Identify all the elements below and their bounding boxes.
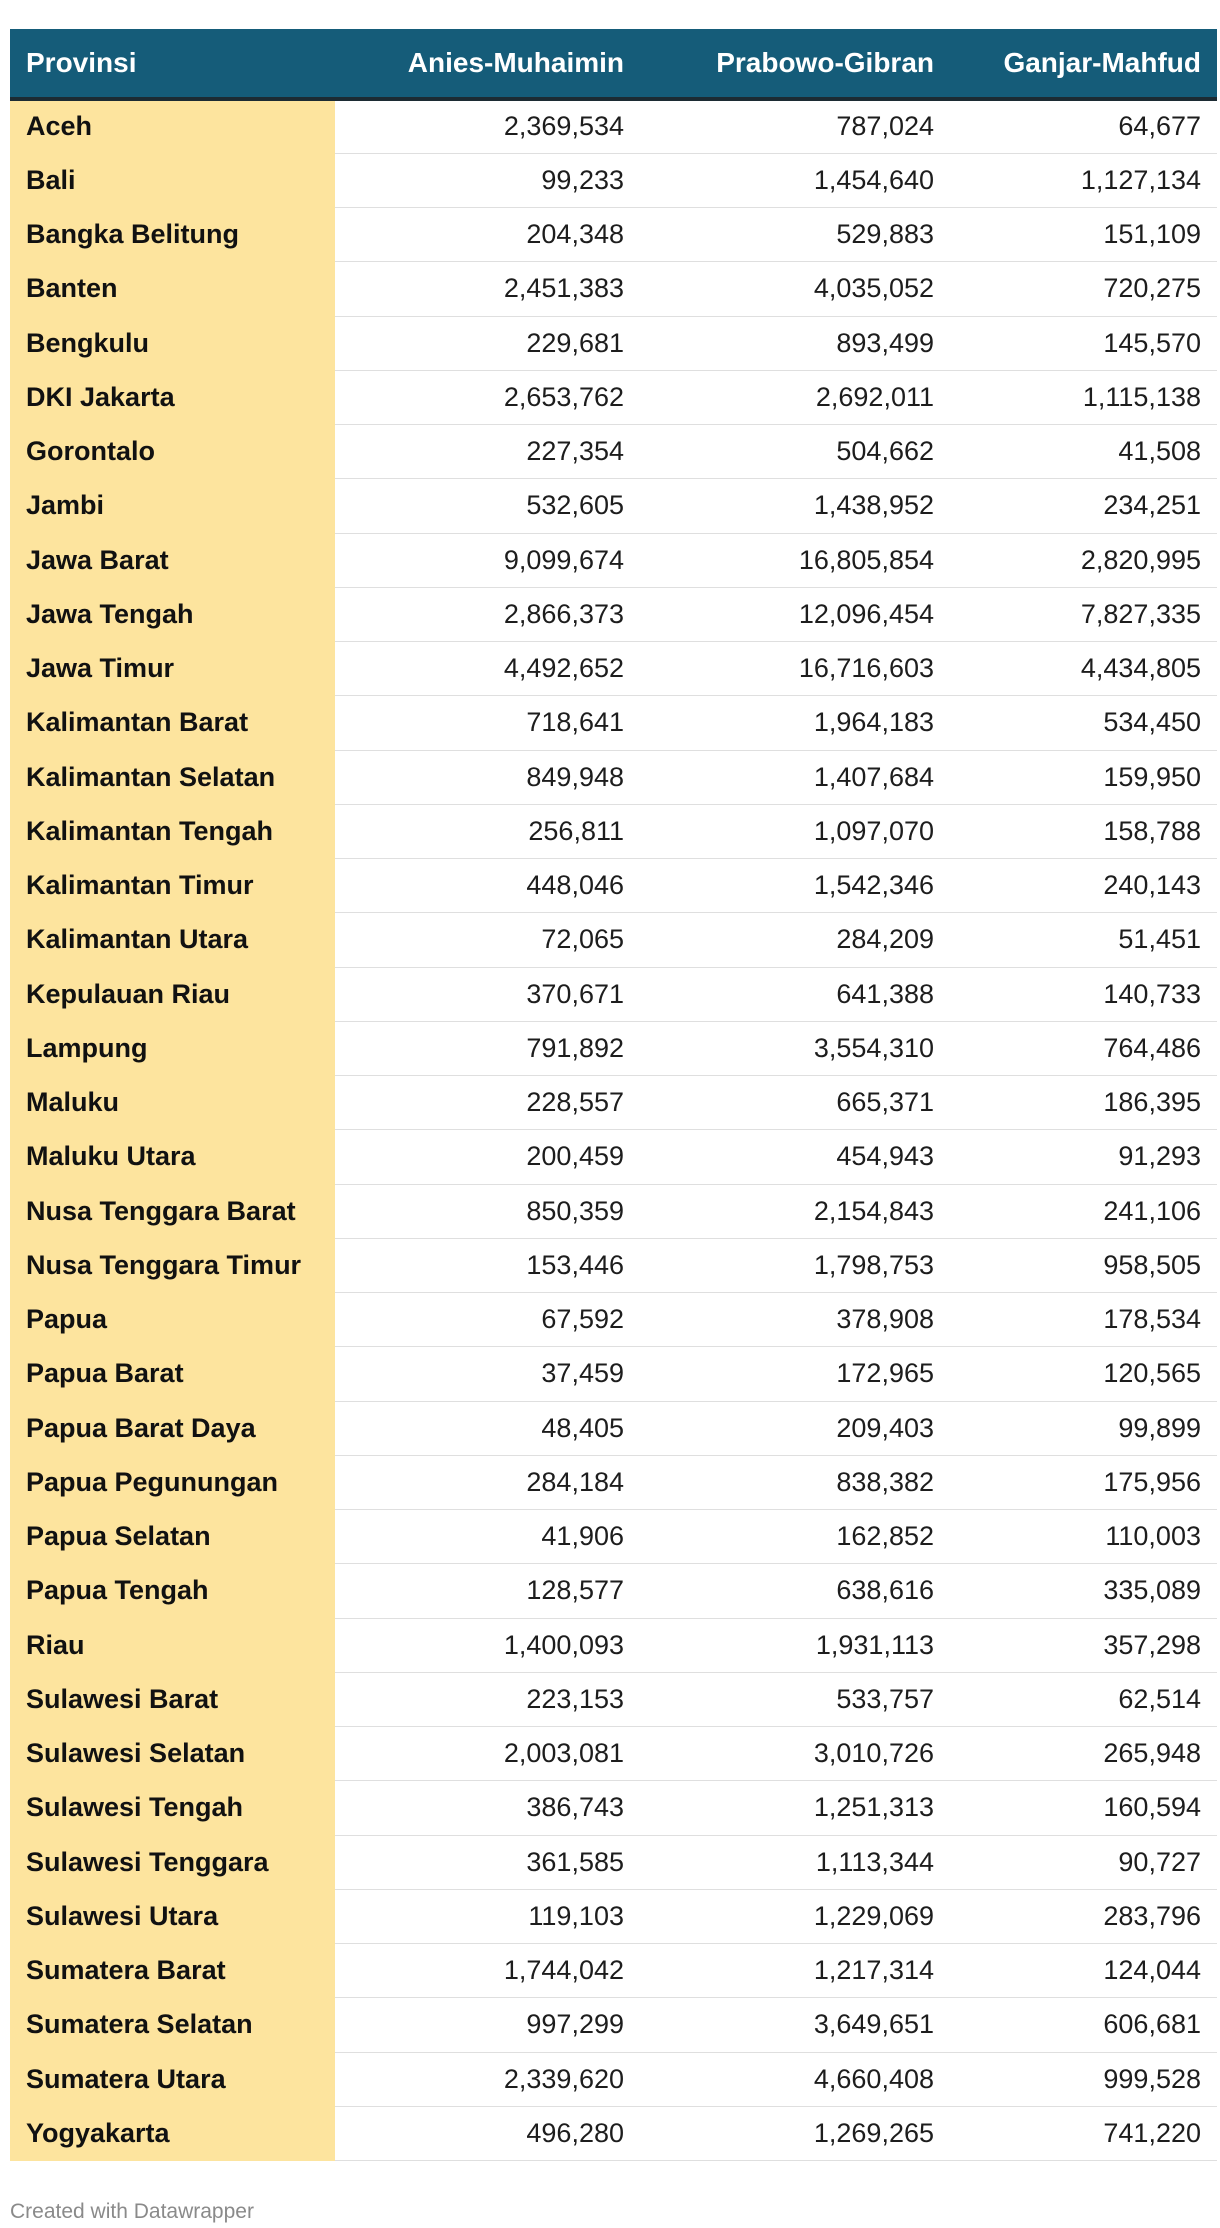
table-row	[10, 1401, 1217, 1455]
anies-muhaimin-votes-cell: 496,280	[335, 2106, 640, 2160]
anies-muhaimin-votes-cell: 227,354	[335, 425, 640, 479]
table-row	[10, 1347, 1217, 1401]
datawrapper-credit[interactable]: Created with Datawrapper	[10, 2200, 254, 2223]
table-body	[10, 99, 1217, 2161]
anies-muhaimin-votes-cell: 99,233	[335, 153, 640, 207]
anies-muhaimin-votes-cell: 229,681	[335, 316, 640, 370]
province-cell: Sulawesi Tengah	[10, 1781, 335, 1835]
table-row	[10, 1455, 1217, 1509]
ganjar-mahfud-votes-cell: 64,677	[950, 99, 1217, 153]
province-cell: Maluku Utara	[10, 1130, 335, 1184]
ganjar-mahfud-votes-cell: 145,570	[950, 316, 1217, 370]
ganjar-mahfud-votes-cell: 51,451	[950, 913, 1217, 967]
ganjar-mahfud-votes-cell: 958,505	[950, 1238, 1217, 1292]
anies-muhaimin-votes-cell: 2,003,081	[335, 1727, 640, 1781]
ganjar-mahfud-votes-cell: 357,298	[950, 1618, 1217, 1672]
ganjar-mahfud-votes-cell: 110,003	[950, 1510, 1217, 1564]
table-row	[10, 316, 1217, 370]
election-results-table	[10, 29, 1217, 2161]
ganjar-mahfud-votes-cell: 62,514	[950, 1672, 1217, 1726]
anies-muhaimin-votes-cell: 48,405	[335, 1401, 640, 1455]
province-cell: Nusa Tenggara Timur	[10, 1238, 335, 1292]
table-row	[10, 370, 1217, 424]
ganjar-mahfud-votes-cell: 999,528	[950, 2052, 1217, 2106]
province-cell: Jawa Tengah	[10, 587, 335, 641]
province-cell: Gorontalo	[10, 425, 335, 479]
province-cell: Bangka Belitung	[10, 208, 335, 262]
ganjar-mahfud-votes-cell: 234,251	[950, 479, 1217, 533]
ganjar-mahfud-votes-cell: 265,948	[950, 1727, 1217, 1781]
ganjar-mahfud-votes-cell: 175,956	[950, 1455, 1217, 1509]
ganjar-mahfud-votes-cell: 4,434,805	[950, 642, 1217, 696]
anies-muhaimin-votes-cell: 4,492,652	[335, 642, 640, 696]
ganjar-mahfud-votes-cell: 606,681	[950, 1998, 1217, 2052]
table-row	[10, 1564, 1217, 1618]
ganjar-mahfud-votes-cell: 151,109	[950, 208, 1217, 262]
ganjar-mahfud-votes-cell: 178,534	[950, 1293, 1217, 1347]
table-row	[10, 1781, 1217, 1835]
province-cell: Sulawesi Barat	[10, 1672, 335, 1726]
anies-muhaimin-votes-cell: 1,744,042	[335, 1944, 640, 1998]
table-row	[10, 425, 1217, 479]
column-header-ganjar-mahfud[interactable]: Ganjar-Mahfud	[950, 29, 1217, 99]
anies-muhaimin-votes-cell: 532,605	[335, 479, 640, 533]
column-header-prabowo-gibran[interactable]: Prabowo-Gibran	[640, 29, 950, 99]
table-row	[10, 750, 1217, 804]
province-cell: Sulawesi Selatan	[10, 1727, 335, 1781]
ganjar-mahfud-votes-cell: 160,594	[950, 1781, 1217, 1835]
province-cell: Kalimantan Tengah	[10, 804, 335, 858]
province-cell: Papua	[10, 1293, 335, 1347]
anies-muhaimin-votes-cell: 153,446	[335, 1238, 640, 1292]
prabowo-gibran-votes-cell: 787,024	[640, 99, 950, 153]
anies-muhaimin-votes-cell: 849,948	[335, 750, 640, 804]
anies-muhaimin-votes-cell: 448,046	[335, 859, 640, 913]
prabowo-gibran-votes-cell: 284,209	[640, 913, 950, 967]
prabowo-gibran-votes-cell: 4,035,052	[640, 262, 950, 316]
prabowo-gibran-votes-cell: 454,943	[640, 1130, 950, 1184]
ganjar-mahfud-votes-cell: 741,220	[950, 2106, 1217, 2160]
prabowo-gibran-votes-cell: 665,371	[640, 1076, 950, 1130]
anies-muhaimin-votes-cell: 718,641	[335, 696, 640, 750]
ganjar-mahfud-votes-cell: 140,733	[950, 967, 1217, 1021]
anies-muhaimin-votes-cell: 37,459	[335, 1347, 640, 1401]
prabowo-gibran-votes-cell: 893,499	[640, 316, 950, 370]
prabowo-gibran-votes-cell: 1,407,684	[640, 750, 950, 804]
anies-muhaimin-votes-cell: 2,653,762	[335, 370, 640, 424]
ganjar-mahfud-votes-cell: 91,293	[950, 1130, 1217, 1184]
prabowo-gibran-votes-cell: 838,382	[640, 1455, 950, 1509]
table-row	[10, 859, 1217, 913]
prabowo-gibran-votes-cell: 1,217,314	[640, 1944, 950, 1998]
anies-muhaimin-votes-cell: 2,451,383	[335, 262, 640, 316]
prabowo-gibran-votes-cell: 209,403	[640, 1401, 950, 1455]
prabowo-gibran-votes-cell: 1,798,753	[640, 1238, 950, 1292]
prabowo-gibran-votes-cell: 1,438,952	[640, 479, 950, 533]
table-row	[10, 1076, 1217, 1130]
table-row	[10, 2106, 1217, 2160]
ganjar-mahfud-votes-cell: 241,106	[950, 1184, 1217, 1238]
anies-muhaimin-votes-cell: 200,459	[335, 1130, 640, 1184]
province-cell: Riau	[10, 1618, 335, 1672]
province-cell: Banten	[10, 262, 335, 316]
anies-muhaimin-votes-cell: 204,348	[335, 208, 640, 262]
province-cell: Jawa Barat	[10, 533, 335, 587]
province-cell: Sumatera Utara	[10, 2052, 335, 2106]
prabowo-gibran-votes-cell: 16,716,603	[640, 642, 950, 696]
anies-muhaimin-votes-cell: 997,299	[335, 1998, 640, 2052]
province-cell: Sumatera Barat	[10, 1944, 335, 1998]
prabowo-gibran-votes-cell: 4,660,408	[640, 2052, 950, 2106]
table-row	[10, 1021, 1217, 1075]
ganjar-mahfud-votes-cell: 120,565	[950, 1347, 1217, 1401]
province-cell: Papua Selatan	[10, 1510, 335, 1564]
province-cell: Papua Barat	[10, 1347, 335, 1401]
prabowo-gibran-votes-cell: 3,554,310	[640, 1021, 950, 1075]
province-cell: Sulawesi Tenggara	[10, 1835, 335, 1889]
table-header-row	[10, 29, 1217, 99]
province-cell: Jawa Timur	[10, 642, 335, 696]
prabowo-gibran-votes-cell: 12,096,454	[640, 587, 950, 641]
prabowo-gibran-votes-cell: 3,649,651	[640, 1998, 950, 2052]
anies-muhaimin-votes-cell: 361,585	[335, 1835, 640, 1889]
table-row	[10, 804, 1217, 858]
ganjar-mahfud-votes-cell: 99,899	[950, 1401, 1217, 1455]
prabowo-gibran-votes-cell: 16,805,854	[640, 533, 950, 587]
province-cell: Bali	[10, 153, 335, 207]
table-row	[10, 1672, 1217, 1726]
ganjar-mahfud-votes-cell: 764,486	[950, 1021, 1217, 1075]
prabowo-gibran-votes-cell: 638,616	[640, 1564, 950, 1618]
province-cell: Papua Tengah	[10, 1564, 335, 1618]
table-row	[10, 1835, 1217, 1889]
ganjar-mahfud-votes-cell: 2,820,995	[950, 533, 1217, 587]
anies-muhaimin-votes-cell: 370,671	[335, 967, 640, 1021]
table-row	[10, 1293, 1217, 1347]
table-row	[10, 1130, 1217, 1184]
anies-muhaimin-votes-cell: 223,153	[335, 1672, 640, 1726]
province-cell: Kalimantan Selatan	[10, 750, 335, 804]
anies-muhaimin-votes-cell: 41,906	[335, 1510, 640, 1564]
table-row	[10, 1727, 1217, 1781]
prabowo-gibran-votes-cell: 162,852	[640, 1510, 950, 1564]
anies-muhaimin-votes-cell: 228,557	[335, 1076, 640, 1130]
table-row	[10, 533, 1217, 587]
province-cell: Kalimantan Timur	[10, 859, 335, 913]
prabowo-gibran-votes-cell: 172,965	[640, 1347, 950, 1401]
prabowo-gibran-votes-cell: 1,454,640	[640, 153, 950, 207]
column-header-provinsi[interactable]: Provinsi	[10, 29, 335, 99]
province-cell: Yogyakarta	[10, 2106, 335, 2160]
province-cell: Kalimantan Barat	[10, 696, 335, 750]
prabowo-gibran-votes-cell: 378,908	[640, 1293, 950, 1347]
prabowo-gibran-votes-cell: 1,113,344	[640, 1835, 950, 1889]
ganjar-mahfud-votes-cell: 90,727	[950, 1835, 1217, 1889]
ganjar-mahfud-votes-cell: 720,275	[950, 262, 1217, 316]
table-row	[10, 479, 1217, 533]
table-row	[10, 1510, 1217, 1564]
prabowo-gibran-votes-cell: 641,388	[640, 967, 950, 1021]
province-cell: DKI Jakarta	[10, 370, 335, 424]
anies-muhaimin-votes-cell: 2,866,373	[335, 587, 640, 641]
column-header-anies-muhaimin[interactable]: Anies-Muhaimin	[335, 29, 640, 99]
anies-muhaimin-votes-cell: 72,065	[335, 913, 640, 967]
ganjar-mahfud-votes-cell: 283,796	[950, 1889, 1217, 1943]
prabowo-gibran-votes-cell: 3,010,726	[640, 1727, 950, 1781]
province-cell: Papua Barat Daya	[10, 1401, 335, 1455]
anies-muhaimin-votes-cell: 850,359	[335, 1184, 640, 1238]
ganjar-mahfud-votes-cell: 186,395	[950, 1076, 1217, 1130]
table-row	[10, 642, 1217, 696]
prabowo-gibran-votes-cell: 1,542,346	[640, 859, 950, 913]
province-cell: Aceh	[10, 99, 335, 153]
anies-muhaimin-votes-cell: 67,592	[335, 1293, 640, 1347]
table-row	[10, 208, 1217, 262]
ganjar-mahfud-votes-cell: 240,143	[950, 859, 1217, 913]
province-cell: Lampung	[10, 1021, 335, 1075]
province-cell: Nusa Tenggara Barat	[10, 1184, 335, 1238]
ganjar-mahfud-votes-cell: 1,127,134	[950, 153, 1217, 207]
table-row	[10, 696, 1217, 750]
province-cell: Papua Pegunungan	[10, 1455, 335, 1509]
table-row	[10, 1184, 1217, 1238]
prabowo-gibran-votes-cell: 2,154,843	[640, 1184, 950, 1238]
table-row	[10, 1944, 1217, 1998]
table-row	[10, 2052, 1217, 2106]
prabowo-gibran-votes-cell: 1,964,183	[640, 696, 950, 750]
province-cell: Jambi	[10, 479, 335, 533]
anies-muhaimin-votes-cell: 256,811	[335, 804, 640, 858]
ganjar-mahfud-votes-cell: 1,115,138	[950, 370, 1217, 424]
ganjar-mahfud-votes-cell: 124,044	[950, 1944, 1217, 1998]
table-row	[10, 1998, 1217, 2052]
anies-muhaimin-votes-cell: 1,400,093	[335, 1618, 640, 1672]
prabowo-gibran-votes-cell: 1,229,069	[640, 1889, 950, 1943]
table-row	[10, 153, 1217, 207]
table-row	[10, 1618, 1217, 1672]
anies-muhaimin-votes-cell: 386,743	[335, 1781, 640, 1835]
table-row	[10, 913, 1217, 967]
anies-muhaimin-votes-cell: 119,103	[335, 1889, 640, 1943]
province-cell: Kepulauan Riau	[10, 967, 335, 1021]
prabowo-gibran-votes-cell: 2,692,011	[640, 370, 950, 424]
prabowo-gibran-votes-cell: 1,097,070	[640, 804, 950, 858]
table-row	[10, 262, 1217, 316]
prabowo-gibran-votes-cell: 529,883	[640, 208, 950, 262]
table-row	[10, 967, 1217, 1021]
province-cell: Bengkulu	[10, 316, 335, 370]
table-row	[10, 1889, 1217, 1943]
table-row	[10, 587, 1217, 641]
ganjar-mahfud-votes-cell: 158,788	[950, 804, 1217, 858]
province-cell: Maluku	[10, 1076, 335, 1130]
anies-muhaimin-votes-cell: 284,184	[335, 1455, 640, 1509]
ganjar-mahfud-votes-cell: 41,508	[950, 425, 1217, 479]
ganjar-mahfud-votes-cell: 534,450	[950, 696, 1217, 750]
prabowo-gibran-votes-cell: 504,662	[640, 425, 950, 479]
prabowo-gibran-votes-cell: 1,931,113	[640, 1618, 950, 1672]
ganjar-mahfud-votes-cell: 335,089	[950, 1564, 1217, 1618]
province-cell: Sumatera Selatan	[10, 1998, 335, 2052]
table-row	[10, 1238, 1217, 1292]
anies-muhaimin-votes-cell: 2,339,620	[335, 2052, 640, 2106]
prabowo-gibran-votes-cell: 1,269,265	[640, 2106, 950, 2160]
anies-muhaimin-votes-cell: 9,099,674	[335, 533, 640, 587]
province-cell: Sulawesi Utara	[10, 1889, 335, 1943]
anies-muhaimin-votes-cell: 2,369,534	[335, 99, 640, 153]
prabowo-gibran-votes-cell: 1,251,313	[640, 1781, 950, 1835]
prabowo-gibran-votes-cell: 533,757	[640, 1672, 950, 1726]
anies-muhaimin-votes-cell: 791,892	[335, 1021, 640, 1075]
ganjar-mahfud-votes-cell: 159,950	[950, 750, 1217, 804]
anies-muhaimin-votes-cell: 128,577	[335, 1564, 640, 1618]
table-row	[10, 99, 1217, 153]
province-cell: Kalimantan Utara	[10, 913, 335, 967]
ganjar-mahfud-votes-cell: 7,827,335	[950, 587, 1217, 641]
